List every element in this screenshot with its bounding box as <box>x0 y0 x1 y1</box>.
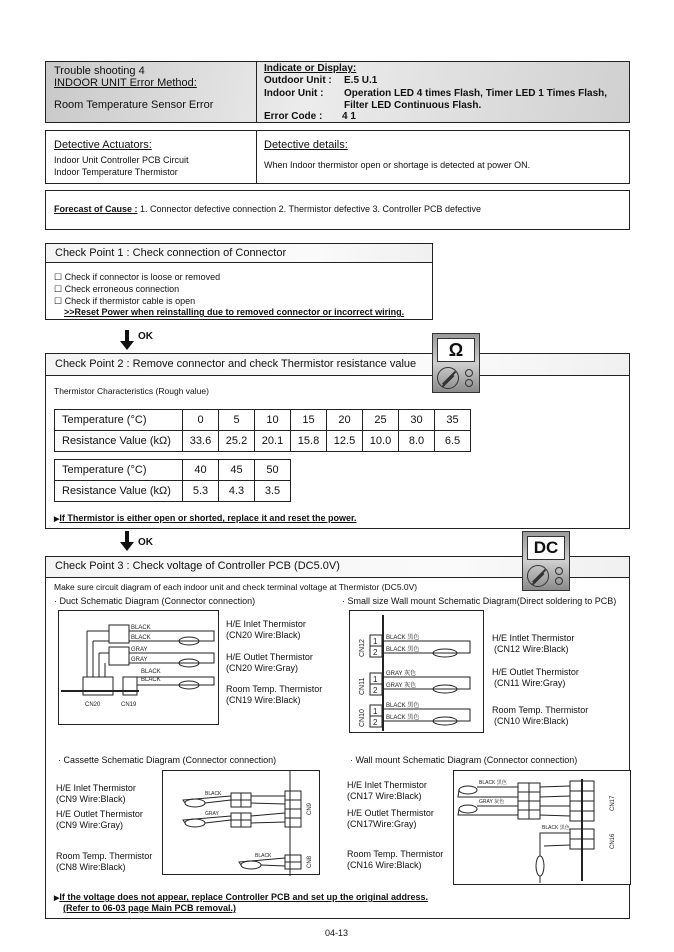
cassette-label: (CN8 Wire:Black) <box>56 862 126 872</box>
actuators-title: Detective Actuators: <box>54 139 152 151</box>
svg-text:1: 1 <box>373 675 378 684</box>
resistance-cell: 15.8 <box>291 431 327 452</box>
error-code-value: 4 1 <box>342 111 356 122</box>
temp-cell: 40 <box>183 460 219 481</box>
temp-header: Temperature (°C) <box>55 460 183 481</box>
actuator-item: Indoor Temperature Thermistor <box>54 167 178 177</box>
svg-text:1: 1 <box>373 707 378 716</box>
connector-label: CN9 <box>307 802 313 815</box>
temp-header: Temperature (°C) <box>55 410 183 431</box>
checkbox-icon: ☐ <box>54 284 65 294</box>
actuators-panel <box>46 131 257 183</box>
check-item: ☐ Check erroneous connection <box>54 284 180 294</box>
indoor-label: Indoor Unit : <box>264 88 324 99</box>
checkpoint-3-title: Check Point 3 : Check voltage of Controller PCB (DC5.0V) <box>46 557 629 578</box>
small-wall-label: (CN12 Wire:Black) <box>494 644 569 654</box>
small-wall-diagram-title: · Small size Wall mount Schematic Diagram(Direct soldering to PCB) <box>342 596 617 606</box>
ok-label: OK <box>138 331 153 342</box>
connector-label: CN20 <box>85 702 101 708</box>
voltage-note-ref: (Refer to 06-03 page Main PCB removal.) <box>63 903 237 913</box>
connector-label: CN19 <box>121 702 137 708</box>
meter-dial-icon <box>437 367 459 389</box>
forecast-box <box>45 190 630 230</box>
wire-label: BLACK <box>131 625 151 631</box>
wire-label: BLACK 黒色 <box>386 647 420 653</box>
voltage-note: ▶If the voltage does not appear, replace Controller PCB and set up the original address. <box>54 892 428 902</box>
wire-label: BLACK 黒色 <box>479 780 507 786</box>
trouble-title: Trouble shooting 4 <box>54 65 145 77</box>
cassette-label: (CN9 Wire:Gray) <box>56 820 123 830</box>
small-wall-label: H/E Outlet Thermistor <box>492 667 579 677</box>
cassette-label: H/E Outlet Thermistor <box>56 809 143 819</box>
wall-label: H/E Outlet Thermistor <box>347 808 434 818</box>
wall-label: (CN16 Wire:Black) <box>347 860 422 870</box>
temp-cell: 25 <box>363 410 399 431</box>
connector-label: CN10 <box>359 709 366 727</box>
thermistor-note: ▶If Thermistor is either open or shorted, replace it and reset the power. <box>54 513 357 523</box>
svg-text:2: 2 <box>373 648 378 657</box>
meter-display: DC <box>527 536 565 560</box>
resistance-cell: 3.5 <box>255 481 291 502</box>
wall-label: (CN17Wire:Gray) <box>347 819 417 829</box>
connector-label: CN12 <box>359 639 366 657</box>
wire-label: GRAY <box>131 657 148 663</box>
header-box <box>45 61 630 123</box>
forecast-line <box>54 204 481 214</box>
reset-power-note: >>Reset Power when reinstalling due to removed connector or incorrect wiring. <box>64 307 405 317</box>
temp-cell: 15 <box>291 410 327 431</box>
small-wall-label: (CN10 Wire:Black) <box>494 716 569 726</box>
details-text: When Indoor thermistor open or shortage is detected at power ON. <box>264 160 531 170</box>
table-row <box>55 410 471 431</box>
resistance-header: Resistance Value (kΩ) <box>55 481 183 502</box>
check-item: ☐ Check if connector is loose or removed <box>54 272 221 282</box>
error-name: Room Temperature Sensor Error <box>54 99 214 111</box>
resistance-cell: 4.3 <box>219 481 255 502</box>
actuator-item: Indoor Unit Controller PCB Circuit <box>54 155 189 165</box>
wire-label: BLACK <box>205 791 222 797</box>
wall-wiring-svg <box>454 771 632 886</box>
wire-label: GRAY <box>131 647 148 653</box>
small-wall-label: Room Temp. Thermistor <box>492 705 589 715</box>
small-wall-wiring-svg <box>350 611 485 734</box>
temp-cell: 20 <box>327 410 363 431</box>
ok-label: OK <box>138 537 153 548</box>
wire-label: BLACK 黒色 <box>386 715 420 721</box>
wall-label: (CN17 Wire:Black) <box>347 791 422 801</box>
error-method-title: INDOOR UNIT Error Method: <box>54 77 197 89</box>
cassette-schematic <box>162 770 320 875</box>
duct-diagram-title: · Duct Schematic Diagram (Connector connection) <box>54 596 256 606</box>
wire-label: BLACK <box>141 677 161 683</box>
duct-label: H/E Inlet Thermistor <box>226 619 306 629</box>
checkbox-icon: ☐ <box>54 272 65 282</box>
small-wall-label: (CN11 Wire:Gray) <box>494 678 566 688</box>
cassette-label: Room Temp. Thermistor <box>56 851 153 861</box>
temp-cell: 0 <box>183 410 219 431</box>
outdoor-value: E.5 U.1 <box>344 75 378 86</box>
meter-display: Ω <box>437 338 475 362</box>
wire-label: BLACK 黒色 <box>386 635 420 641</box>
wall-label: H/E Inlet Thermistor <box>347 780 427 790</box>
outdoor-label: Outdoor Unit : <box>264 75 332 86</box>
table-row <box>55 460 291 481</box>
connector-label: CN17 <box>610 795 616 811</box>
meter-jack-icon <box>555 577 563 585</box>
resistance-cell: 6.5 <box>435 431 471 452</box>
resistance-cell: 5.3 <box>183 481 219 502</box>
detective-box <box>45 130 630 184</box>
ohm-meter-icon <box>432 333 480 393</box>
header-left <box>46 62 257 122</box>
meter-jack-icon <box>465 379 473 387</box>
temp-cell: 30 <box>399 410 435 431</box>
duct-label: Room Temp. Thermistor <box>226 684 323 694</box>
wire-label: BLACK <box>131 635 151 641</box>
wire-label: GRAY 灰色 <box>386 671 417 677</box>
small-wall-schematic <box>349 610 484 733</box>
checkpoint-2 <box>45 353 630 529</box>
wire-label: GRAY <box>205 811 219 817</box>
details-title: Detective details: <box>264 139 348 151</box>
small-wall-label: H/E Intlet Thermistor <box>492 633 575 643</box>
resistance-cell: 33.6 <box>183 431 219 452</box>
cassette-label: H/E Inlet Thermistor <box>56 783 136 793</box>
checkbox-icon: ☐ <box>54 296 65 306</box>
cassette-wiring-svg <box>163 771 321 876</box>
temp-cell: 50 <box>255 460 291 481</box>
resistance-cell: 10.0 <box>363 431 399 452</box>
bullet-triangle-icon: ▶ <box>54 895 60 902</box>
arrow-down-icon <box>120 330 134 352</box>
meter-dial-icon <box>527 565 549 587</box>
error-code-label: Error Code : <box>264 111 323 122</box>
temp-cell: 45 <box>219 460 255 481</box>
table-row <box>55 481 291 502</box>
indicate-label: Indicate or Display: <box>264 63 357 74</box>
bullet-triangle-icon: ▶ <box>54 516 60 523</box>
checkpoint-3 <box>45 556 630 919</box>
meter-jack-icon <box>555 567 563 575</box>
duct-label: H/E Outlet Thermistor <box>226 652 313 662</box>
wire-label: BLACK 黒色 <box>542 825 570 831</box>
page-number: 04-13 <box>325 928 349 938</box>
resistance-cell: 25.2 <box>219 431 255 452</box>
wire-label: GRAY 灰色 <box>479 799 505 805</box>
wall-diagram-title: · Wall mount Schematic Diagram (Connector connection) <box>350 755 578 765</box>
indoor-value-1: Operation LED 4 times Flash, Timer LED 1 Times Flash, <box>344 88 608 99</box>
thermistor-table-2 <box>54 459 291 502</box>
arrow-down-icon <box>120 531 134 553</box>
wall-label: Room Temp. Thermistor <box>347 849 444 859</box>
temp-cell: 5 <box>219 410 255 431</box>
checkpoint-1 <box>45 243 433 320</box>
check-item: ☐ Check if thermistor cable is open <box>54 296 196 306</box>
resistance-header: Resistance Value (kΩ) <box>55 431 183 452</box>
connector-label: CN8 <box>307 855 313 868</box>
resistance-cell: 8.0 <box>399 431 435 452</box>
thermistor-subtitle: Thermistor Characteristics (Rough value) <box>54 386 209 396</box>
table-row <box>55 431 471 452</box>
meter-jack-icon <box>465 369 473 377</box>
svg-text:1: 1 <box>373 637 378 646</box>
cassette-label: (CN9 Wire:Black) <box>56 794 126 804</box>
wire-label: BLACK <box>255 853 272 859</box>
svg-text:2: 2 <box>373 718 378 727</box>
wire-label: GRAY 灰色 <box>386 683 417 689</box>
wall-schematic <box>453 770 631 885</box>
resistance-cell: 12.5 <box>327 431 363 452</box>
svg-text:2: 2 <box>373 686 378 695</box>
temp-cell: 10 <box>255 410 291 431</box>
indoor-value-2: Filter LED Continuous Flash. <box>344 100 482 111</box>
duct-label: (CN20 Wire:Gray) <box>226 663 299 673</box>
forecast-text: 1. Connector defective connection 2. Thermistor defective 3. Controller PCB defective <box>137 204 482 214</box>
checkpoint-3-subtitle: Make sure circuit diagram of each indoor unit and check terminal voltage at Thermistor (DC5.0V) <box>54 582 418 592</box>
connector-label: CN11 <box>359 677 366 695</box>
dc-meter-icon <box>522 531 570 591</box>
thermistor-table-1 <box>54 409 471 452</box>
connector-label: CN16 <box>610 833 616 849</box>
temp-cell: 35 <box>435 410 471 431</box>
wire-label: BLACK <box>141 669 161 675</box>
duct-wiring-svg <box>59 611 220 726</box>
checkpoint-1-title: Check Point 1 : Check connection of Connector <box>46 244 432 263</box>
cassette-diagram-title: · Cassette Schematic Diagram (Connector connection) <box>58 755 277 765</box>
checkpoint-2-title: Check Point 2 : Remove connector and check Thermistor resistance value <box>46 354 629 376</box>
duct-label: (CN20 Wire:Black) <box>226 630 301 640</box>
duct-schematic <box>58 610 219 725</box>
forecast-label: Forecast of Cause : <box>54 204 138 214</box>
wire-label: BLACK 黒色 <box>386 703 420 709</box>
resistance-cell: 20.1 <box>255 431 291 452</box>
duct-label: (CN19 Wire:Black) <box>226 695 301 705</box>
